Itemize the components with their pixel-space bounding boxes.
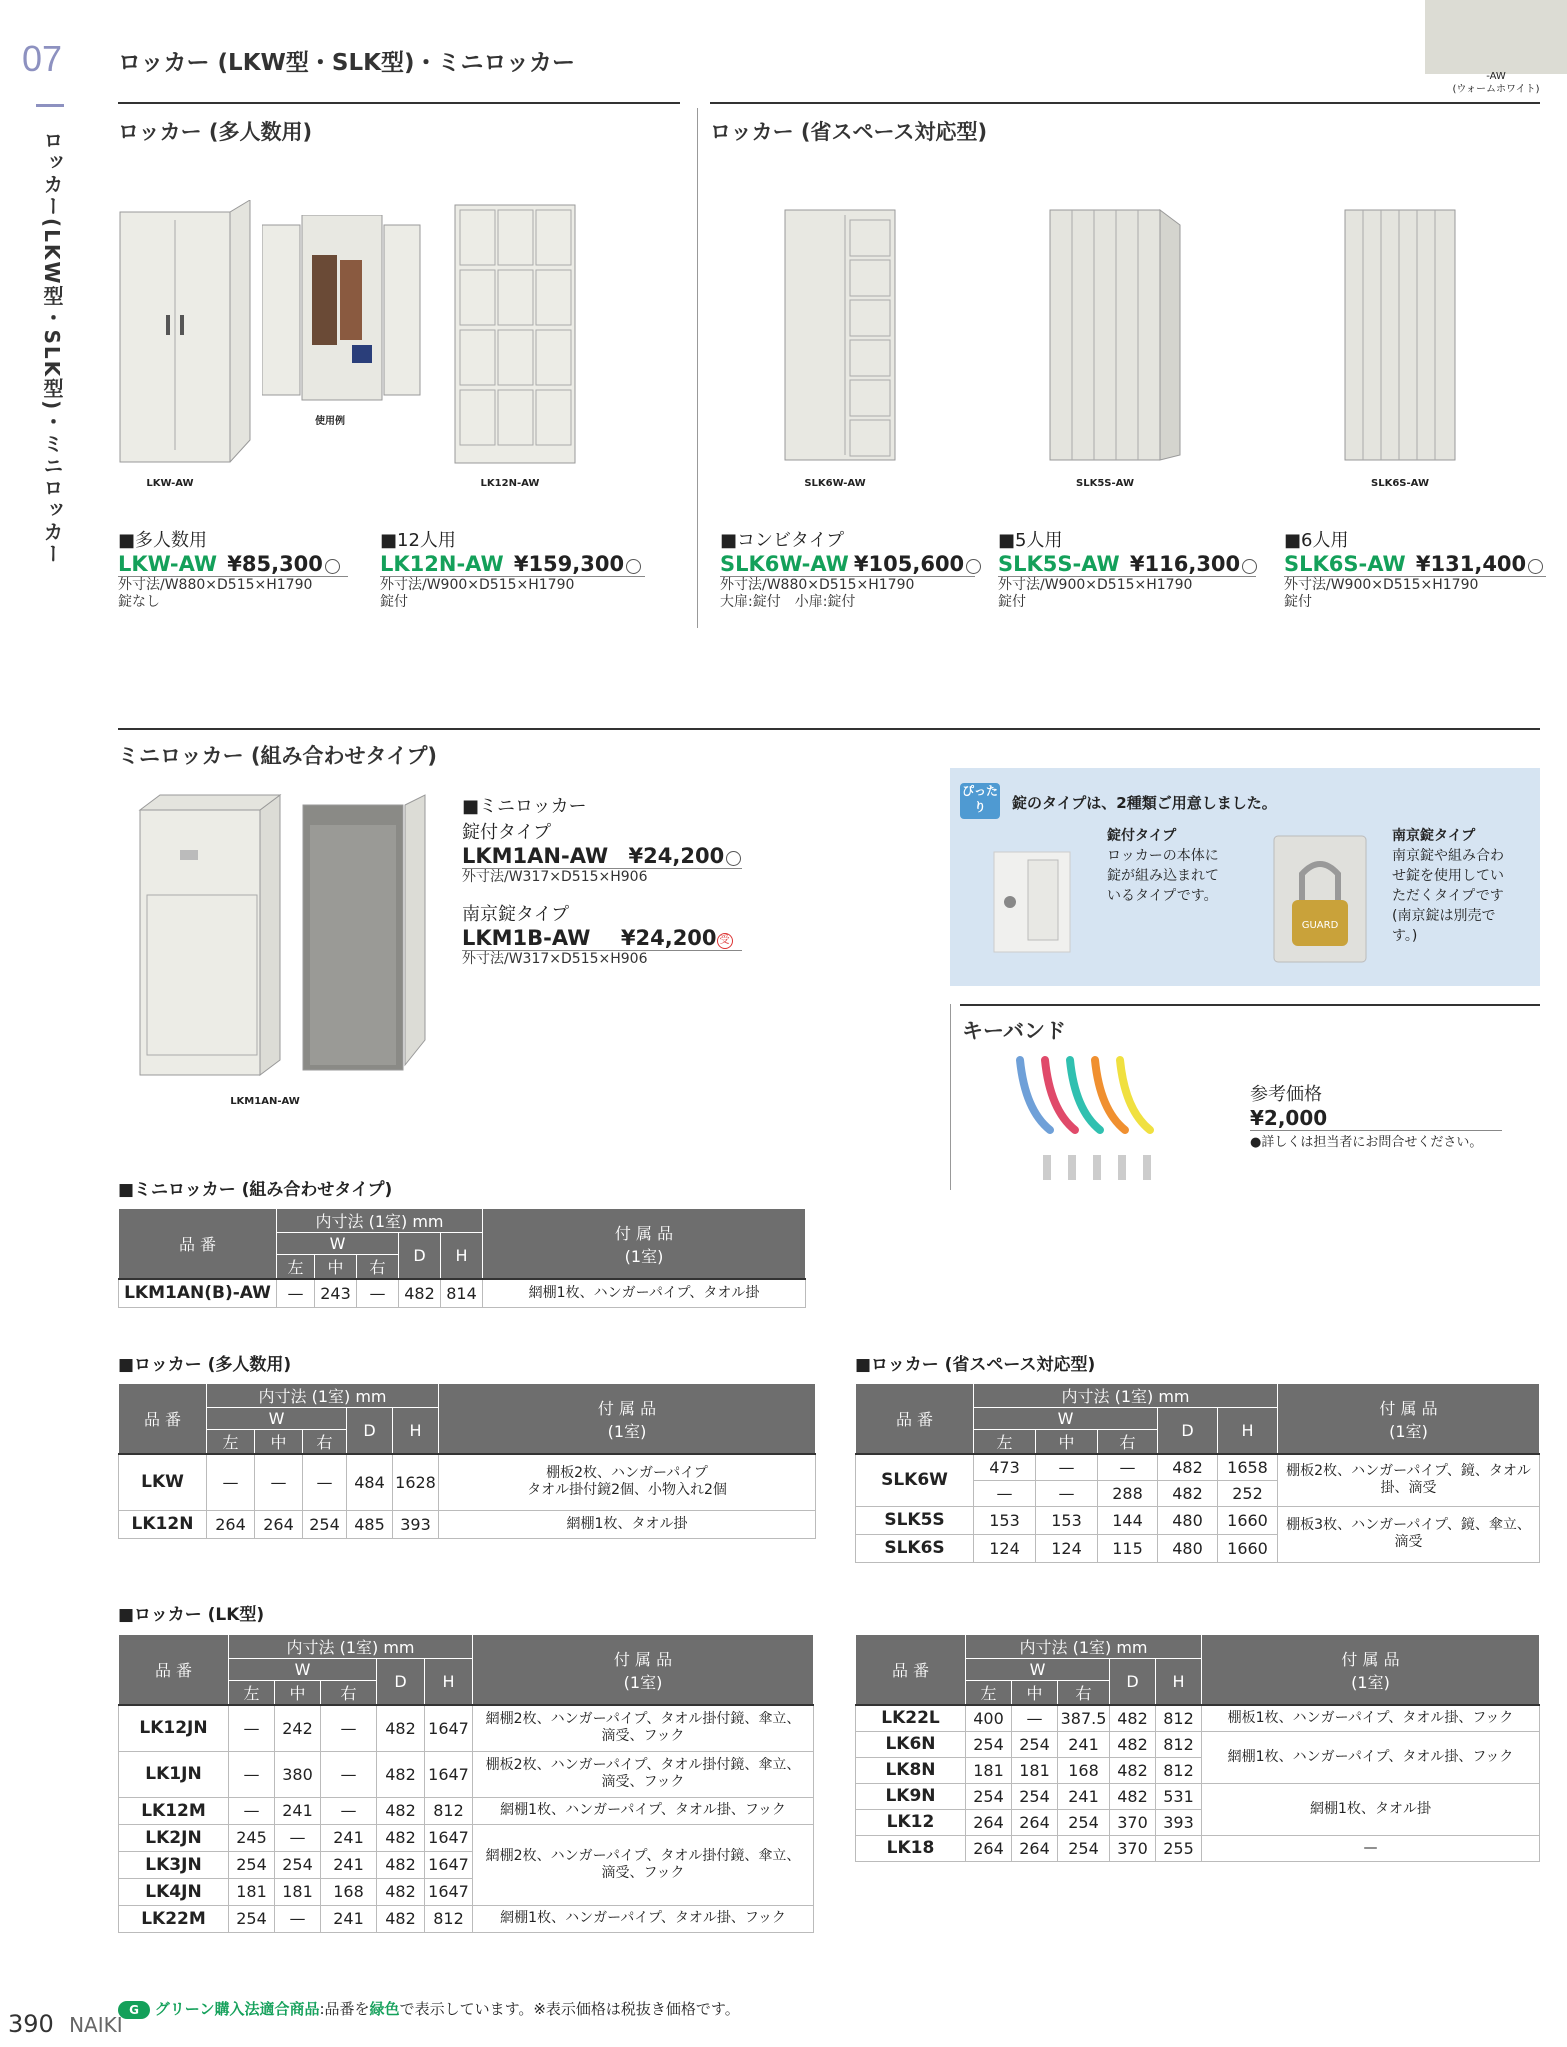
side-title: ロッカー(LKW型・SLK型)・ミニロッカー xyxy=(40,130,64,566)
image-label-lk12n: LK12N-AW xyxy=(480,478,540,489)
locker-lkw-image xyxy=(110,200,260,470)
table-row: LK18 264 264 254 370 255 — xyxy=(856,1835,1540,1861)
locker-lk12n-image xyxy=(450,200,600,470)
image-label-usage: 使用例 xyxy=(315,416,345,427)
column-divider xyxy=(950,1004,951,1190)
table-row: LK3JN 254 254 241 482 1647 xyxy=(119,1851,814,1878)
section-rule xyxy=(118,728,1540,730)
image-label-slk6s: SLK6S-AW xyxy=(1371,478,1429,489)
chapter-number: 07 xyxy=(22,38,63,79)
product-block-lkw: ■多人数用 LKW-AW ¥85,300 外寸法/W880×D515×H1790 錠なし xyxy=(118,526,348,611)
mark-icon xyxy=(1242,559,1257,574)
green-purchase-icon: G xyxy=(118,2001,150,2019)
locker-slk5s-image xyxy=(1045,205,1185,465)
callout-right-text: 南京錠タイプ 南京錠や組み合わ せ錠を使用してい ただくタイプです (南京錠は別売で す。) xyxy=(1392,828,1504,944)
table-row: LK12M — 241 — 482 812 網棚1枚、ハンガーパイプ、タオル掛、フック xyxy=(119,1797,814,1824)
table-row: LK2JN 245 — 241 482 1647 網棚2枚、ハンガーパイプ、タオル掛付鏡、傘立、 滴受、フック xyxy=(119,1824,814,1851)
section-heading-space: ロッカー (省スペース対応型) xyxy=(710,120,988,144)
table-title-lk: ■ロッカー (LK型) xyxy=(118,1605,265,1625)
section-rule xyxy=(710,102,1540,104)
mark-icon xyxy=(726,851,741,866)
table-row: SLK5S 153 153 144 480 1660 棚板3枚、ハンガーパイプ、鏡、傘立、 滴受 xyxy=(856,1506,1540,1534)
table-row: LKM1AN(B)-AW — 243 — 482 814 網棚1枚、ハンガーパイプ、タオル掛 xyxy=(119,1279,806,1307)
image-label-slk5s: SLK5S-AW xyxy=(1076,478,1134,489)
product-block-slk6w: ■コンビタイプ SLK6W-AW ¥105,600 外寸法/W880×D515×H1790 大扉:錠付 小扉:錠付 xyxy=(720,526,975,611)
green-note: G グリーン購入法適合商品:品番を緑色で表示しています。※表示価格は税抜き価格です。 xyxy=(118,1998,740,2019)
built-in-lock-image xyxy=(992,850,1072,955)
table-row: LK22M 254 — 241 482 812 網棚1枚、ハンガーパイプ、タオル掛、フック xyxy=(119,1905,814,1932)
table-row: LK4JN 181 181 168 482 1647 xyxy=(119,1878,814,1905)
mark-icon xyxy=(1528,559,1543,574)
table-row: LK12JN — 242 — 482 1647 網棚2枚、ハンガーパイプ、タオル掛付鏡、傘立、 滴受、フック xyxy=(119,1705,814,1751)
color-swatch xyxy=(1425,0,1567,74)
mini-locker-image xyxy=(135,790,435,1090)
callout-left-text: 錠付タイプ ロッカーの本体に 錠が組み込まれて いるタイプです。 xyxy=(1107,828,1219,904)
section-rule xyxy=(118,102,680,104)
keyband-image xyxy=(1005,1050,1205,1190)
table-row: SLK6S 124 124 115 480 1660 xyxy=(856,1534,1540,1562)
table-row: — — 288 482 252 xyxy=(856,1480,1540,1506)
table-row: LK12 264 264 254 370 393 xyxy=(856,1809,1540,1835)
acc-header: 付 属 品 (1室) xyxy=(483,1209,806,1280)
table-row: LK1JN — 380 — 482 1647 棚板2枚、ハンガーパイプ、タオル掛付鏡、傘立、 滴受、フック xyxy=(119,1751,814,1797)
table-row: LKW — — — 484 1628 棚板2枚、ハンガーパイプ タオル掛付鏡2個、小物入れ2個 xyxy=(119,1454,816,1510)
locker-slk6s-image xyxy=(1340,205,1465,465)
table-row: LK9N 254 254 241 482 531 網棚1枚、タオル掛 xyxy=(856,1783,1540,1809)
table-row: SLK6W 473 — — 482 1658 棚板2枚、ハンガーパイプ、鏡、タオル 掛、滴受 xyxy=(856,1454,1540,1480)
section-heading-mini: ミニロッカー (組み合わせタイプ) xyxy=(118,744,438,768)
callout-title: 錠のタイプは、2種類ご用意しました。 xyxy=(1012,794,1277,812)
color-swatch-label: -AW (ウォームホワイト) xyxy=(1452,71,1540,95)
table-lk-2: 品 番 内寸法 (1室) mm 付 属 品 (1室) W D H 左 中 右 LK22L 400 — 387.5 482 812 棚板1枚、ハンガーパイプ、タオル掛、フック LK6N 254 254 241 482 812 網棚1枚、ハンガーパイプ、タオル掛、フック LK8N 181 181 168 482 812 LK9N 254 254 241 482 531 網棚1枚、タオル掛 LK12 264 264 254 370 393 LK18 264 264 254 370 255 — xyxy=(855,1634,1540,1862)
mini-price-block: ■ミニロッカー 錠付タイプ LKM1AN-AW ¥24,200 外寸法/W317×D515×H906 南京錠タイプ LKM1B-AW ¥24,200 受 外寸法/W317×D515×H906 xyxy=(462,792,742,968)
locker-usage-image xyxy=(262,215,422,415)
mark-icon xyxy=(626,559,641,574)
page-title: ロッカー (LKW型・SLK型)・ミニロッカー xyxy=(118,50,576,76)
order-mark-icon: 受 xyxy=(717,933,733,949)
page-number: 390 NAIKI xyxy=(8,2010,123,2038)
column-divider xyxy=(697,108,698,628)
image-label-slk6w: SLK6W-AW xyxy=(804,478,866,489)
image-label-lkw: LKW-AW xyxy=(146,478,194,489)
table-title-multi: ■ロッカー (多人数用) xyxy=(118,1355,292,1375)
image-label-lkm1an: LKM1AN-AW xyxy=(230,1096,300,1107)
table-title-mini: ■ミニロッカー (組み合わせタイプ) xyxy=(118,1180,393,1200)
locker-slk6w-image xyxy=(780,205,900,465)
svg-text:GUARD: GUARD xyxy=(1301,920,1339,931)
keyband-price: 参考価格 ¥2,000 ●詳しくは担当者にお問合せください。 xyxy=(1250,1080,1502,1150)
product-block-lk12n: ■12人用 LK12N-AW ¥159,300 外寸法/W900×D515×H1790 錠付 xyxy=(380,526,645,611)
table-row: LK8N 181 181 168 482 812 xyxy=(856,1757,1540,1783)
section-heading-keyband: キーバンド xyxy=(962,1019,1066,1043)
product-block-slk5s: ■5人用 SLK5S-AW ¥116,300 外寸法/W900×D515×H1790 錠付 xyxy=(998,526,1256,611)
section-heading-multi: ロッカー (多人数用) xyxy=(118,120,313,144)
table-row: LK12N 264 264 254 485 393 網棚1枚、タオル掛 xyxy=(119,1510,816,1538)
callout-badge: ぴったり xyxy=(960,783,1000,819)
table-mini: 品 番 内寸法 (1室) mm 付 属 品 (1室) W D H 左 中 右 LKM1AN(B)-AW — 243 — 482 814 網棚1枚、ハンガーパイプ、タオル掛 xyxy=(118,1208,806,1308)
table-row: LK6N 254 254 241 482 812 網棚1枚、ハンガーパイプ、タオル掛、フック xyxy=(856,1731,1540,1757)
chapter-divider xyxy=(36,104,64,107)
table-lk: 品 番 内寸法 (1室) mm 付 属 品 (1室) W D H 左 中 右 LK12JN — 242 — 482 1647 網棚2枚、ハンガーパイプ、タオル掛付鏡、傘立、 滴受、フック LK1JN — 380 — 482 1647 棚板2枚、ハンガーパイプ、タオル掛付鏡、傘立、 滴受、フック LK12M — 241 — 482 812 網棚1枚、ハンガーパイプ、タオル掛、フック LK2JN 245 — 241 482 1647 網棚2枚、ハンガーパイプ、タオル掛付鏡、傘立、 滴受、フック LK3JN 254 254 241 482 1647 LK4JN 181 181 168 482 1647 LK22M 254 — 241 482 812 網棚1枚、ハンガーパイプ、タオル掛、フック xyxy=(118,1634,814,1933)
table-row: LK22L 400 — 387.5 482 812 棚板1枚、ハンガーパイプ、タオル掛、フック xyxy=(856,1705,1540,1731)
mark-icon xyxy=(966,559,981,574)
table-title-space: ■ロッカー (省スペース対応型) xyxy=(855,1355,1096,1375)
padlock-image xyxy=(1272,834,1368,964)
product-block-slk6s: ■6人用 SLK6S-AW ¥131,400 外寸法/W900×D515×H1790 錠付 xyxy=(1284,526,1546,611)
mark-icon xyxy=(325,559,340,574)
table-multi: 品 番 内寸法 (1室) mm 付 属 品 (1室) W D H 左 中 右 LKW — — — 484 1628 棚板2枚、ハンガーパイプ タオル掛付鏡2個、小物入れ2個 LK12N 264 264 254 485 393 網棚1枚、タオル掛 xyxy=(118,1383,816,1539)
table-space: 品 番 内寸法 (1室) mm 付 属 品 (1室) W D H 左 中 右 SLK6W 473 — — 482 1658 棚板2枚、ハンガーパイプ、鏡、タオル 掛、滴受 — — 288 482 252 SLK5S 153 153 144 480 1660 棚板3枚、ハンガーパイプ、鏡、傘立、 滴受 SLK6S 124 124 115 480 1660 xyxy=(855,1383,1540,1563)
section-rule xyxy=(960,1004,1540,1006)
